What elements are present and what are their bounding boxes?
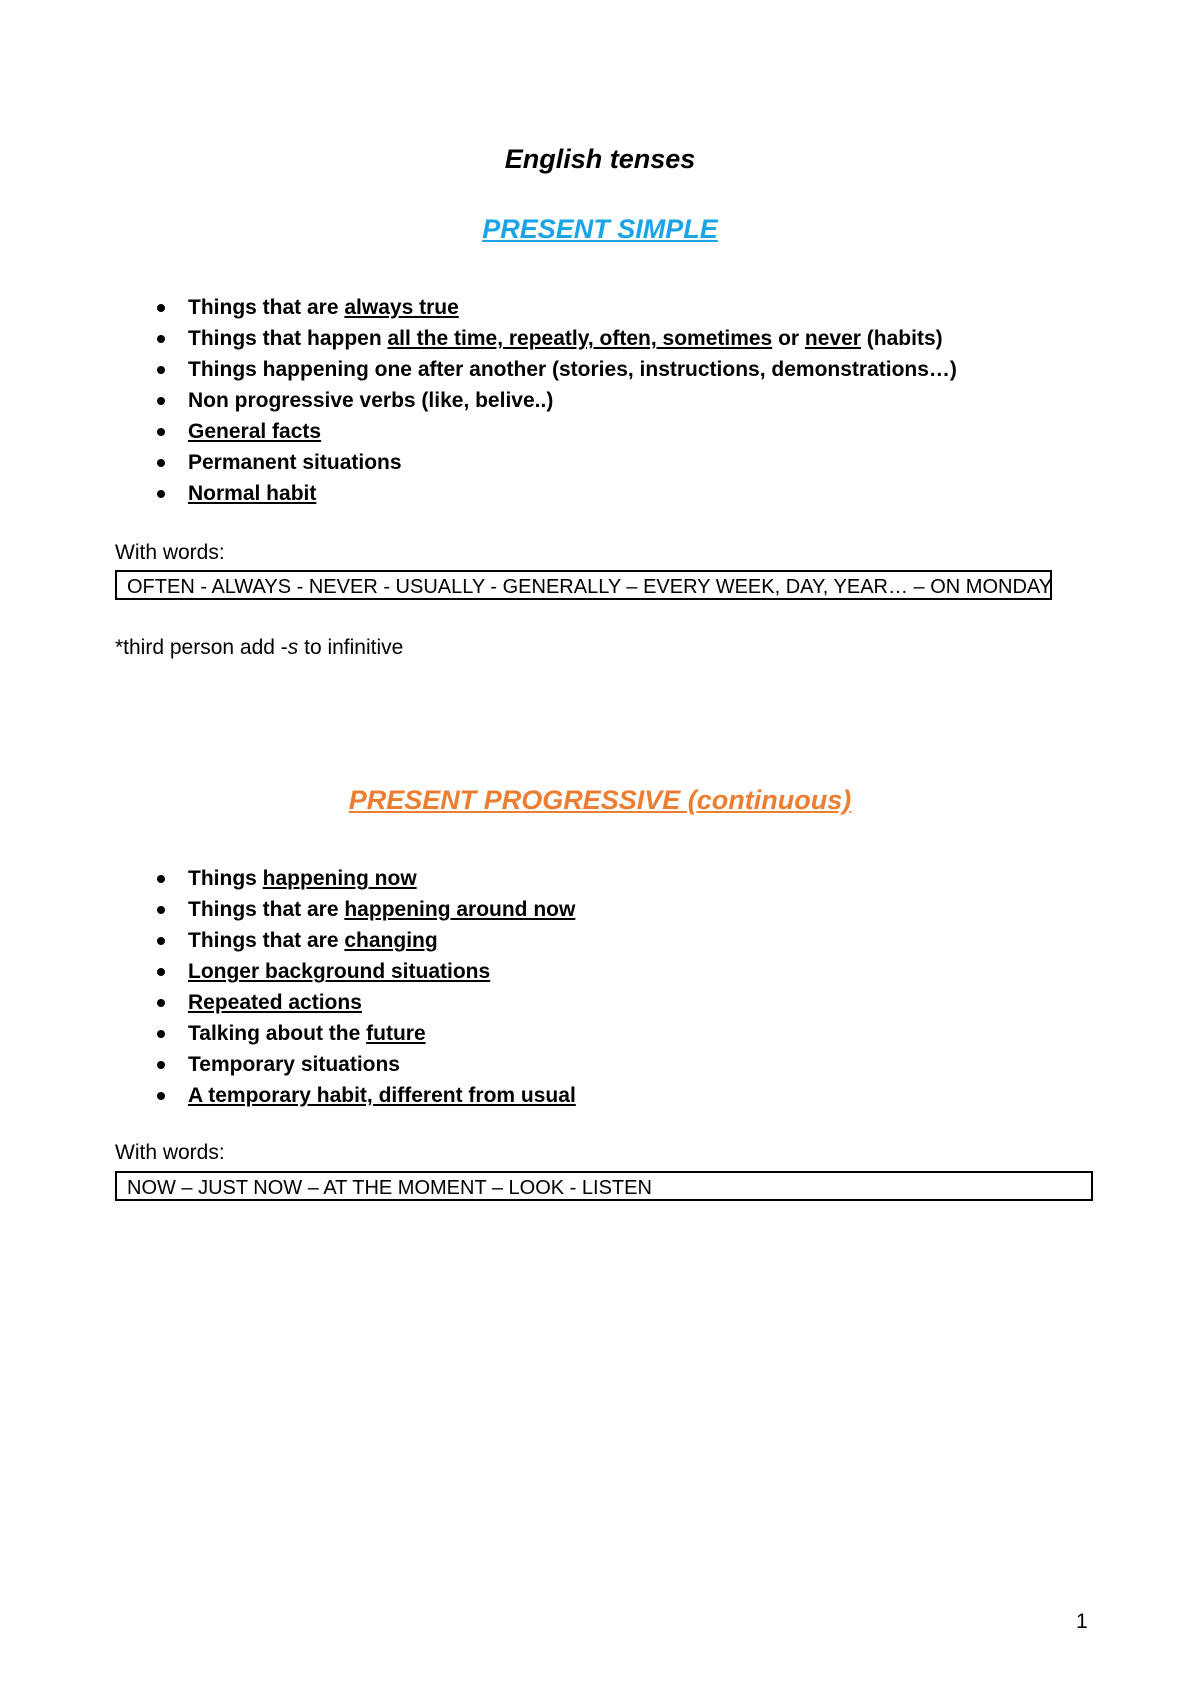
underlined-text: A temporary habit, different from usual xyxy=(188,1084,576,1107)
bullet-dot xyxy=(157,366,165,374)
bullet-item xyxy=(0,863,1080,894)
underlined-text: happening now xyxy=(262,867,417,890)
bullet-text: or xyxy=(772,327,805,350)
bullet-item xyxy=(0,447,1080,478)
bullet-dot xyxy=(157,875,165,883)
bullet-dot xyxy=(157,490,165,498)
present-simple-uses-list xyxy=(0,292,1080,509)
bullet-dot xyxy=(157,999,165,1007)
bullet-item xyxy=(0,478,1080,509)
bullet-dot xyxy=(157,335,165,343)
bullet-item xyxy=(0,987,1080,1018)
underlined-text: never xyxy=(804,327,861,350)
bullet-item xyxy=(0,1080,1080,1111)
bullet-item xyxy=(0,385,1080,416)
document-title: English tenses xyxy=(504,144,696,174)
bullet-item xyxy=(0,354,1080,385)
underlined-text: all the time, repeatly, often, sometimes xyxy=(387,327,773,350)
bullet-item xyxy=(0,894,1080,925)
present-simple-heading: PRESENT SIMPLE xyxy=(482,214,718,244)
present-simple-with-words-label: With words: xyxy=(115,541,225,564)
bullet-dot xyxy=(157,968,165,976)
bullet-dot xyxy=(157,304,165,312)
bullet-text: Things that are xyxy=(188,929,345,952)
bullet-dot xyxy=(157,459,165,467)
bullet-dot xyxy=(157,1030,165,1038)
underlined-text: always true xyxy=(344,296,459,319)
third-person-note: *third person add -s to infinitive xyxy=(115,636,404,659)
bullet-text: Things that are xyxy=(188,898,345,921)
bullet-text: Things happening one after another (stories, instructions, demonstrations…) xyxy=(188,358,957,381)
underlined-text: Repeated actions xyxy=(188,991,362,1014)
bullet-text: Things that are xyxy=(188,296,345,319)
bullet-item xyxy=(0,292,1080,323)
present-progressive-signal-words-box: NOW – JUST NOW – AT THE MOMENT – LOOK - LISTEN xyxy=(115,1171,1093,1201)
bullet-item xyxy=(0,925,1080,956)
bullet-item xyxy=(0,1049,1080,1080)
bullet-dot xyxy=(157,1092,165,1100)
bullet-text: Things that happen xyxy=(188,327,388,350)
underlined-text: Normal habit xyxy=(188,482,317,505)
underlined-text: happening around now xyxy=(344,898,576,921)
bullet-dot xyxy=(157,906,165,914)
bullet-text: (habits) xyxy=(860,327,943,350)
bullet-text: Permanent situations xyxy=(188,451,402,474)
bullet-item xyxy=(0,1018,1080,1049)
bullet-item xyxy=(0,323,1080,354)
bullet-text: Talking about the xyxy=(188,1022,367,1045)
bullet-dot xyxy=(157,1061,165,1069)
bullet-dot xyxy=(157,937,165,945)
page-number: 1 xyxy=(1076,1610,1088,1633)
present-progressive-with-words-label: With words: xyxy=(115,1141,225,1164)
bullet-text: Temporary situations xyxy=(188,1053,400,1076)
bullet-text: Non progressive verbs (like, belive..) xyxy=(188,389,554,412)
underlined-text: General facts xyxy=(188,420,322,443)
bullet-text: Things xyxy=(188,867,263,890)
present-progressive-heading: PRESENT PROGRESSIVE (continuous) xyxy=(348,785,852,815)
underlined-text: changing xyxy=(344,929,438,952)
bullet-dot xyxy=(157,428,165,436)
present-progressive-uses-list xyxy=(0,863,1080,1111)
bullet-item xyxy=(0,416,1080,447)
present-simple-signal-words-box: OFTEN - ALWAYS - NEVER - USUALLY - GENERALLY – EVERY WEEK, DAY, YEAR… – ON MONDAY xyxy=(115,570,1052,600)
underlined-text: Longer background situations xyxy=(188,960,491,983)
bullet-dot xyxy=(157,397,165,405)
bullet-item xyxy=(0,956,1080,987)
underlined-text: future xyxy=(366,1022,426,1045)
